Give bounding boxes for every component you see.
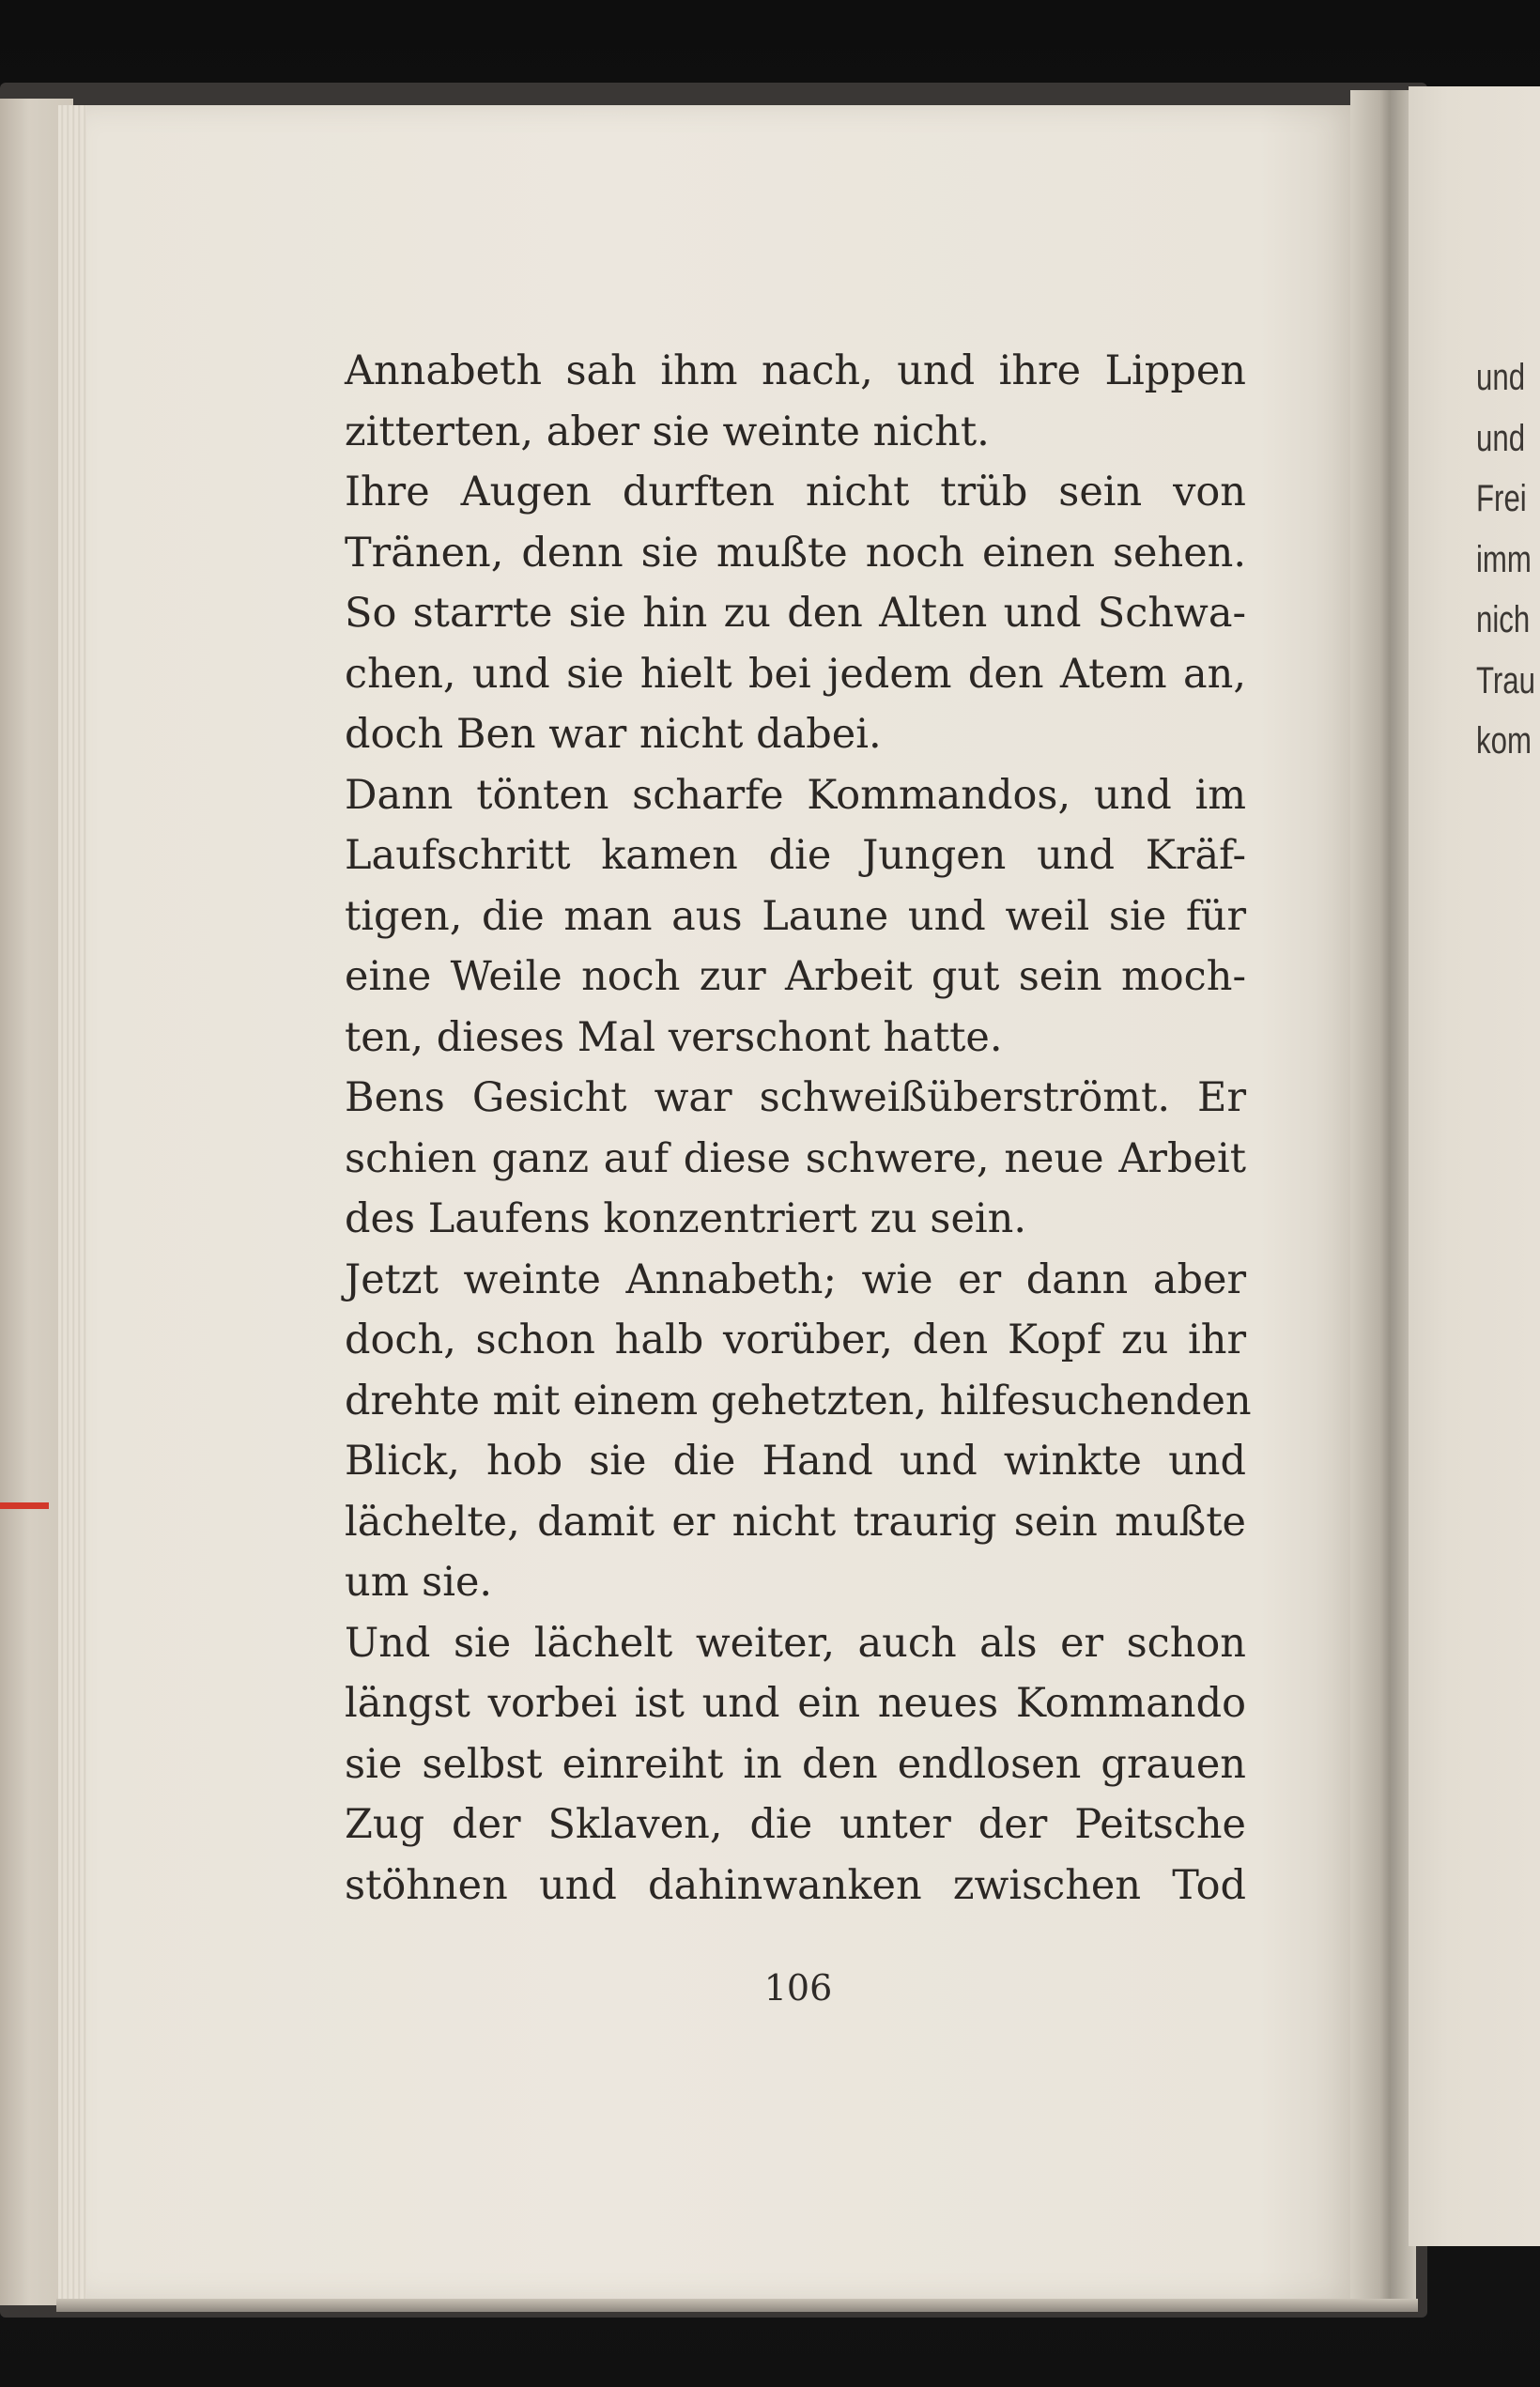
page-body-text xyxy=(345,341,1252,1916)
text-line: So starrte sie hin zu den Alten und Schwa- xyxy=(345,590,1246,637)
facing-page-word: nich xyxy=(1476,599,1531,640)
page-number: 106 xyxy=(763,1967,833,2009)
text-line: längst vorbei ist und ein neues Kommando xyxy=(345,1680,1246,1727)
text-line: Bens Gesicht war schweißüberströmt. Er xyxy=(345,1074,1246,1121)
facing-page-word: Frei xyxy=(1476,478,1527,519)
text-line: Dann tönten scharfe Kommandos, und im xyxy=(345,771,1246,819)
text-line: Jetzt weinte Annabeth; wie er dann aber xyxy=(345,1255,1246,1303)
book-gutter xyxy=(1350,90,1416,2306)
text-line: stöhnen und dahinwanken zwischen Tod xyxy=(345,1861,1246,1909)
text-line: drehte mit einem gehetzten, hilfesuchenden xyxy=(345,1377,1252,1424)
text-line: Annabeth sah ihm nach, und ihre Lippen xyxy=(345,347,1246,394)
text-line: Zug der Sklaven, die unter der Peitsche xyxy=(345,1801,1246,1848)
facing-page-word: und xyxy=(1476,417,1526,459)
facing-page-word: Trau xyxy=(1476,659,1535,701)
text-line: doch Ben war nicht dabei. xyxy=(345,711,882,758)
text-line: schien ganz auf diese schwere, neue Arbeit xyxy=(345,1134,1246,1182)
book-bottom-edge xyxy=(56,2299,1418,2312)
text-line: Und sie lächelt weiter, auch als er schon xyxy=(345,1619,1246,1667)
text-line: Tränen, denn sie mußte noch einen sehen. xyxy=(345,529,1246,577)
facing-page-word: und xyxy=(1476,357,1526,398)
text-line: des Laufens konzentriert zu sein. xyxy=(345,1195,1027,1242)
facing-page-word: imm xyxy=(1476,538,1532,580)
text-line: Laufschritt kamen die Jungen und Kräf- xyxy=(345,832,1246,879)
text-line: tigen, die man aus Laune und weil sie für xyxy=(345,892,1246,940)
text-line: um sie. xyxy=(345,1559,493,1606)
text-line: doch, schon halb vorüber, den Kopf zu ihr xyxy=(345,1317,1246,1363)
text-line: Ihre Augen durften nicht trüb sein von xyxy=(345,469,1246,516)
facing-page-fragments xyxy=(1476,347,1540,772)
text-line: lächelte, damit er nicht traurig sein mußte xyxy=(345,1498,1246,1546)
text-line: eine Weile noch zur Arbeit gut sein moch- xyxy=(345,953,1246,1000)
text-line: sie selbst einreiht in den endlosen grauen xyxy=(345,1740,1246,1788)
text-line: Blick, hob sie die Hand und winkte und xyxy=(345,1438,1246,1485)
text-line: zitterten, aber sie weinte nicht. xyxy=(345,408,990,455)
text-line: ten, dieses Mal verschont hatte. xyxy=(345,1013,1003,1061)
facing-page-word: kom xyxy=(1476,720,1532,762)
red-bookmark-ribbon xyxy=(0,1502,49,1509)
text-line: chen, und sie hielt bei jedem den Atem an, xyxy=(345,650,1246,698)
